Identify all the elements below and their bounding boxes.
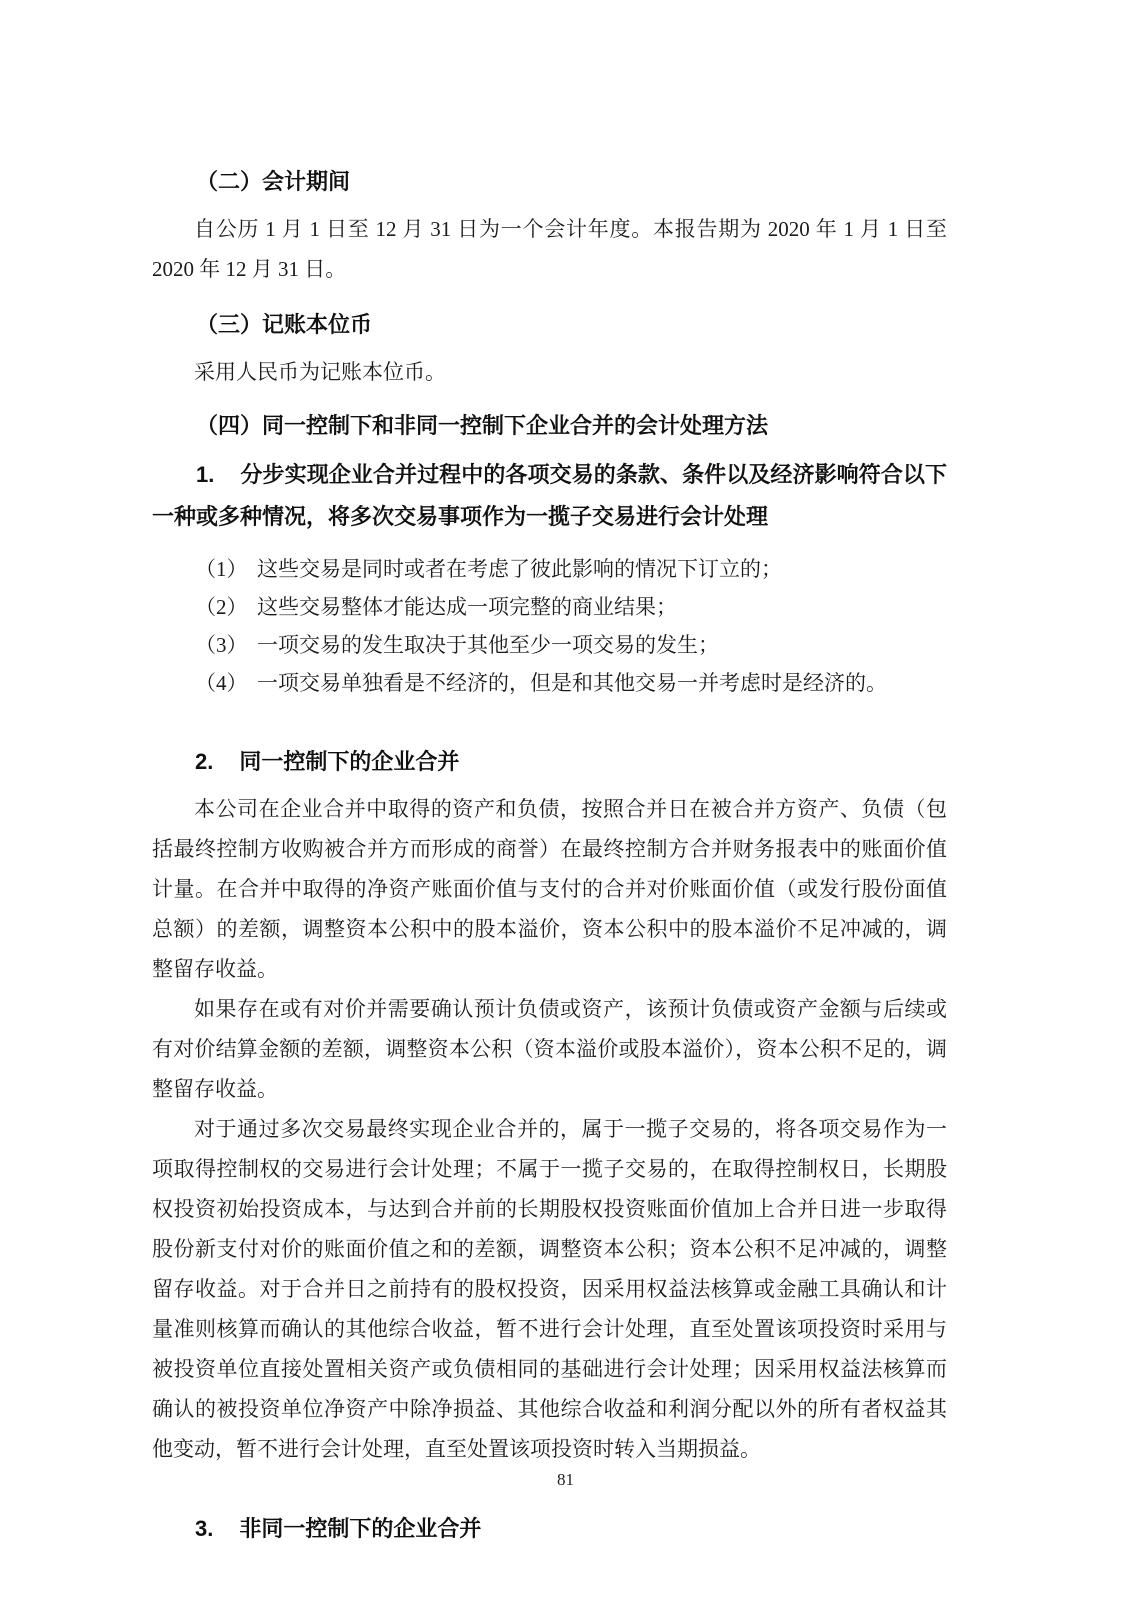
list-item-number: （3） — [195, 633, 248, 657]
subsection-1-title: 分步实现企业合并过程中的各项交易的条款、条件以及经济影响符合以下一种或多种情况，将多次交易事项作为一揽子交易进行会计处理 — [152, 462, 947, 529]
list-item-text: 这些交易整体才能达成一项完整的商业结果； — [257, 595, 677, 619]
subsection-2-number: 2. — [195, 749, 214, 774]
list-item-number: （1） — [195, 557, 248, 581]
list-item — [152, 626, 947, 664]
subsection-1-number: 1. — [196, 462, 215, 487]
subsection-3-number: 3. — [195, 1516, 214, 1541]
subsection-3-title: 非同一控制下的企业合并 — [239, 1516, 482, 1541]
section-heading-accounting-period: （二）会计期间 — [196, 169, 351, 194]
list-item-text: 一项交易单独看是不经济的，但是和其他交易一并考虑时是经济的。 — [257, 671, 887, 695]
page-content — [152, 168, 947, 1543]
list-item — [152, 588, 947, 626]
list-item-text: 这些交易是同时或者在考虑了彼此影响的情况下订立的； — [257, 557, 782, 581]
subsection-2-heading — [152, 748, 947, 776]
list-item — [152, 664, 947, 702]
paragraph-common-control-1: 本公司在企业合并中取得的资产和负债，按照合并日在被合并方资产、负债（包括最终控制方收购被合并方而形成的商誉）在最终控制方合并财务报表中的账面价值计量。在合并中取得的净资产账面价值与支付的合并对价账面价值（或发行股份面值总额）的差额，调整资本公积中的股本溢价，资本公积中的股本溢价不足冲减的，调整留存收益。 — [152, 797, 947, 981]
list-item-number: （2） — [195, 595, 248, 619]
page-footer — [0, 1470, 1131, 1490]
section-heading-functional-currency: （三）记账本位币 — [196, 312, 373, 337]
list-item — [152, 550, 947, 588]
subsection-1-heading — [152, 454, 947, 538]
subsection-3-heading — [152, 1515, 947, 1543]
condition-list — [152, 550, 947, 702]
paragraph-accounting-period: 自公历 1 月 1 日至 12 月 31 日为一个会计年度。本报告期为 2020 年 1 月 1 日至 2020 年 12 月 31 日。 — [152, 217, 947, 281]
page-number: 81 — [557, 1470, 574, 1489]
paragraph-common-control-2: 如果存在或有对价并需要确认预计负债或资产，该预计负债或资产金额与后续或有对价结算金额的差额，调整资本公积（资本溢价或股本溢价），资本公积不足的，调整留存收益。 — [152, 997, 947, 1101]
list-item-number: （4） — [195, 671, 248, 695]
paragraph-common-control-3: 对于通过多次交易最终实现企业合并的，属于一揽子交易的，将各项交易作为一项取得控制权的交易进行会计处理；不属于一揽子交易的，在取得控制权日，长期股权投资初始投资成本，与达到合并前的长期股权投资账面价值加上合并日进一步取得股份新支付对价的账面价值之和的差额，调整资本公积；资本公积不足冲减的，调整留存收益。对于合并日之前持有的股权投资，因采用权益法核算或金融工具确认和计量准则核算而确认的其他综合收益，暂不进行会计处理，直至处置该项投资时采用与被投资单位直接处置相关资产或负债相同的基础进行会计处理；因采用权益法核算而确认的被投资单位净资产中除净损益、其他综合收益和利润分配以外的所有者权益其他变动，暂不进行会计处理，直至处置该项投资时转入当期损益。 — [152, 1117, 947, 1461]
list-item-text: 一项交易的发生取决于其他至少一项交易的发生； — [257, 633, 719, 657]
section-heading-business-combinations: （四）同一控制下和非同一控制下企业合并的会计处理方法 — [196, 413, 769, 438]
subsection-2-title: 同一控制下的企业合并 — [239, 749, 460, 774]
paragraph-functional-currency: 采用人民币为记账本位币。 — [194, 360, 446, 384]
